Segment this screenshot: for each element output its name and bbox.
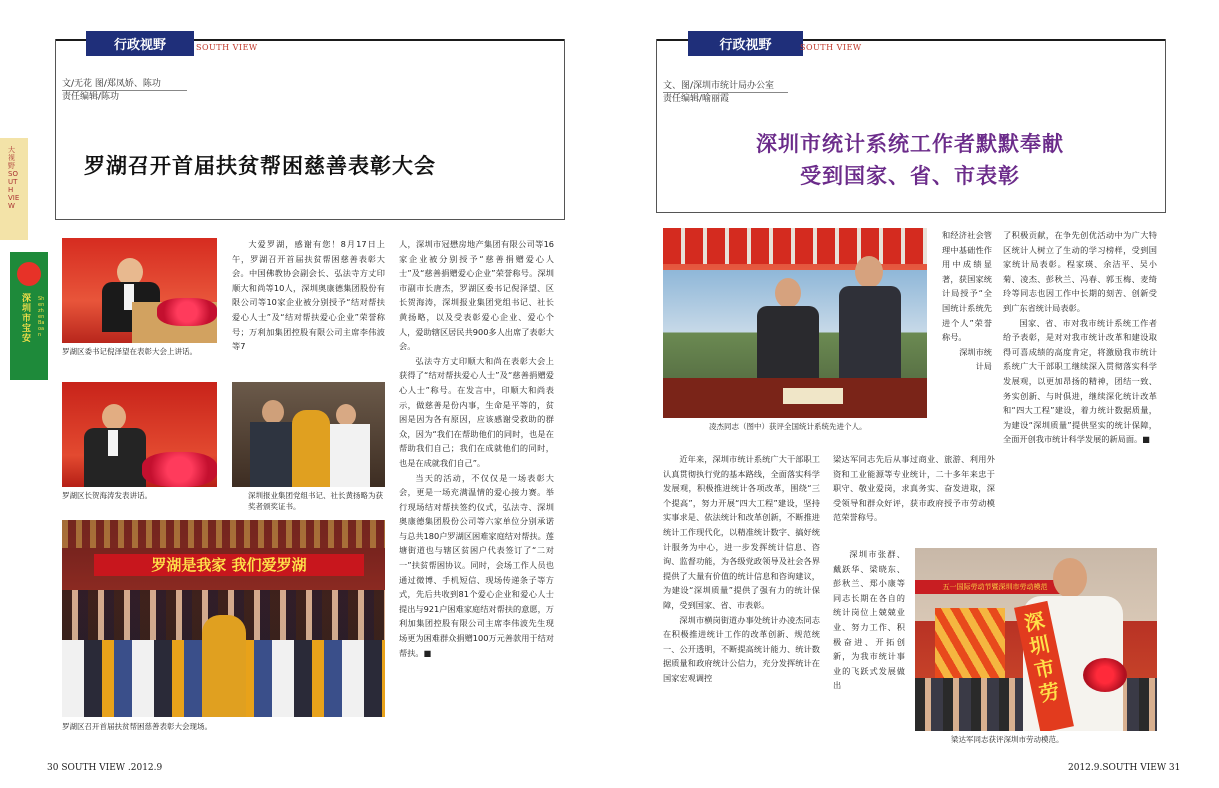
side-tab-label: 大视野 SOUTH VIEW [8,146,20,210]
photo-statistics-award [663,228,927,418]
left-col2-p3: 当天的活动，不仅仅是一场表彰大会，更是一场充满温情的爱心接力赛。举行现场结对帮扶签约仪式，弘法寺、深圳奥康德集团股份公司等六家单位分别承诺与总共180户罗湖区困难家庭结对帮扶。莲塘街道也与辖区贫困户代表签订了“二对一”扶贫帮困协议。同时，会场工作人员也通过微博、手机短信、现场传递条子等方式，先后共收到81个爱心企业和爱心人士提出与921户困难家庭结对帮扶的意愿，万利加集团控股有限公司主席李伟波先生现场更为困难群众捐赠100万元善款用于结对帮扶。■ [399,472,554,658]
left-credit-line1: 文/无花 图/郑凤娇、陈功 [62,78,187,91]
right-column-a [663,452,820,742]
photo-flowers [157,298,217,326]
right-narrow-column [942,228,992,453]
right-colc-p1: 了积极贡献，在争先创优活动中为广大特区统计人树立了生动的学习榜样，受到国家统计局表彰。程家瑛、余洁平、吴小菊、凌杰、彭秋兰、冯春、郭玉梅、麦绮玲等同志也因工作中长期的刻苦、创新受到广东省统计局表彰。 [1003,230,1157,313]
right-narrow-text-2: 深圳市统计局 [959,346,992,372]
left-caption-2: 罗湖区长贺海涛发表讲话。 [62,491,152,500]
hall-banner-2: 五一国际劳动节暨深圳市劳动模范 [915,580,1075,594]
left-footer: 30 SOUTH VIEW .2012.9 [47,763,163,773]
left-south-view: SOUTH VIEW [196,43,258,52]
left-caption-1: 罗湖区委书记倪泽望在表彰大会上讲话。 [62,347,197,356]
left-caption-3: 深圳报业集团党组书记、社长黄扬略为获奖者颁奖证书。 [248,491,383,511]
right-colc-p2: 国家、省、市对我市统计系统工作者给予表彰，是对对我市统计改革和建设取得可喜成绩的高度肯定，将激励我市统计系统广大干部职工继续深入贯彻落实科学发展观，以更加昂扬的精神，团结一致、务实创新、与时俱进，继续深化统计改革和“四大工程”建设，着力统计数据质量，为建设“深圳质量”提供坚实的统计保障，全面开创我市统计科学发展的新局面。■ [1003,317,1157,445]
left-caption-4: 罗湖区召开首届扶贫帮困慈善表彰大会现场。 [62,722,212,731]
left-frame-right [564,39,565,219]
left-section-tab: 行政视野 [86,31,194,56]
right-column-b-top [833,452,995,547]
right-caption-2: 梁达军同志获评深圳市劳动模范。 [951,735,1064,744]
photo-corsage [1083,658,1127,692]
right-south-view: SOUTH VIEW [800,43,862,52]
photo-sash: 深圳市劳 [1014,601,1074,731]
right-frame-right [1165,39,1166,212]
brand-logo-icon [17,262,41,286]
right-credit-line2: 责任编辑/喻丽霞 [663,94,730,104]
left-col2-p2: 弘法寺方丈印顺大和尚在表彰大会上获得了“结对帮扶爱心人士”及“慈善捐赠爱心人士”称号。在发言中，印顺大和尚表示，做慈善是份内事，生命是平等的，贫困是因为各有原因，应该感谢受救助的群众，因为“我们在帮助他们的同时，也是在帮助我们自己；我们在成就他们的同时，也是在成就我们自己”。 [399,355,554,468]
left-title: 罗湖召开首届扶贫帮困慈善表彰大会 [84,154,436,178]
photo-tent [663,228,927,264]
photo-award [232,382,385,487]
side-tab-south-view[interactable] [0,138,28,240]
left-col1-text: 大爱罗湖，感谢有您！8月17日上午，罗湖召开首届扶贫帮困慈善表彰大会。中国佛教协会副会长、弘法寺方丈印顺大和尚等10人，深圳奥康德集团股份有限公司等10家企业被分别授予“结对帮扶爱心人士”及“结对帮扶爱心企业”荣誉称号；万利加集团控股有限公司主席李伟波等7 [232,239,385,352]
right-frame-left [656,39,657,212]
left-credit [62,78,187,103]
right-caption-1: 凌杰同志（图中）获评全国统计系统先进个人。 [709,422,867,431]
right-title-rule [656,212,1166,213]
photo-flags [935,608,1005,678]
right-column-c [1003,228,1157,518]
right-credit-line1: 文、图/深圳市统计局办公室 [663,80,788,93]
right-title-line1: 深圳市统计系统工作者默默奉献 [756,132,1064,156]
photo-speaker-1 [62,238,217,343]
left-column-1 [232,237,385,377]
side-tab-brand[interactable] [10,252,48,380]
side-tab-brand-sub: Shenzhen Baoan [38,296,45,338]
right-colb-p2: 深圳市张群、戴跃华、梁晓东、彭秋兰、郑小康等同志长期在各自的统计岗位上兢兢业业、努力工作、积极奋进、开拓创新，为我市统计事业的飞跃式发展做出 [833,549,905,691]
hall-banner: 罗湖是我家 我们爱罗湖 [94,554,364,576]
right-cola-p2: 深圳市横岗街道办事处统计办凌杰同志在积极推进统计工作的改革创新、规范统一、公开透明，不断提高统计能力、统计数据质量和政府统计公信力，充分发挥统计在国家宏观调控 [663,614,820,683]
left-column-2 [399,237,554,737]
right-column-b-bottom [833,547,905,742]
photo-labor-model [915,548,1157,731]
right-colb-p1: 梁达军同志先后从事过商业、旅游、利用外资和工业能源等专业统计，二十多年来忠于职守、敬业爱岗，求真务实、奋发进取，深受领导和群众好评，获市政府授予市劳动模范荣誉称号。 [833,454,995,523]
left-credit-line2: 责任编辑/陈功 [62,92,120,102]
side-tab-brand-text: 深圳市宝安 [22,294,32,344]
left-col2-p1: 人，深圳市冠懋房地产集团有限公司等16家企业被分别授予“慈善捐赠爱心人士”及“慈善捐赠爱心企业”荣誉称号。深圳市副市长唐杰，罗湖区委书记倪泽望、区长贺海涛，深圳报业集团党组书记、社长黄扬略，以及受表彰爱心企业、爱心个人，爱助辖区居民共900多人出席了表彰大会。 [399,239,554,352]
right-section-tab: 行政视野 [688,31,803,56]
right-title [700,128,1120,192]
left-title-rule [55,219,565,220]
right-footer: 2012.9.SOUTH VIEW 31 [1068,763,1181,773]
right-narrow-text: 和经济社会管理中基础性作用中成绩显著，获国家统计局授予“全国统计系统先进个人”荣誉称号。 [942,230,992,343]
right-cola-p1: 近年来，深圳市统计系统广大干部职工认真贯彻执行党的基本路线，全面落实科学发展观，积极推进统计各项改革，围绕“三个提高”，努力开展“四大工程”建设，坚持实事求是、依法统计和改革创新，不断推进统计工作现代化，以精准统计数字、搞好统计服务为中心，进一步发挥统计信息、咨询、监督功能，为各级党政领导及社会各界提供了大量有价值的统计信息和咨询建议，为建设“深圳质量”提供了强有力的统计保障，受到国家、省、市表彰。 [663,454,820,610]
right-title-line2: 受到国家、省、市表彰 [800,164,1020,188]
left-frame-left [55,39,56,219]
photo-speaker-2 [62,382,217,487]
photo-hall [62,520,385,717]
right-credit [663,80,788,105]
